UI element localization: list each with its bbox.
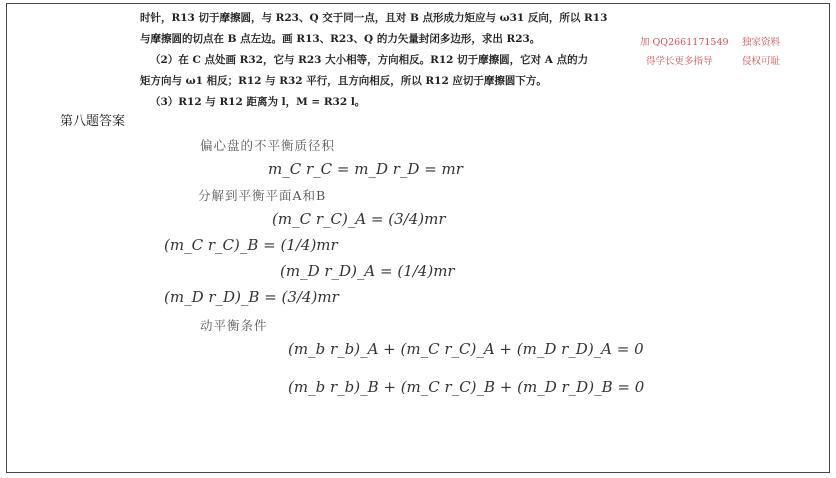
- solution-line: 矩方向与 ω1 相反；R12 与 R32 平行，且方向相反，所以 R12 应切于摩擦圆下方。: [140, 75, 547, 87]
- solution-line: （2）在 C 点处画 R32，它与 R23 大小相等，方向相反。R12 切于摩擦圆，它对 A 点的力: [150, 54, 589, 66]
- solution-line: （3）R12 与 R12 距离为 l，M = R32 l。: [150, 96, 366, 108]
- watermark-exclusive: 独家资料: [742, 37, 781, 48]
- equation-7: (m_b r_b)_B + (m_C r_C)_B + (m_D r_D)_B = 0: [288, 378, 645, 396]
- watermark-rights: 侵权可耻: [742, 56, 781, 67]
- equation-5: (m_D r_D)_B = (3/4)mr: [164, 288, 339, 306]
- label-decompose: 分解到平衡平面A和B: [198, 188, 327, 203]
- label-eccentric: 偏心盘的不平衡质径积: [200, 138, 336, 153]
- label-dynamic: 动平衡条件: [200, 318, 268, 333]
- equation-1: m_C r_C = m_D r_D = mr: [268, 160, 463, 178]
- solution-line: 与摩擦圆的切点在 B 点左边。画 R13、R23、Q 的力矢量封闭多边形，求出 R23。: [140, 33, 541, 45]
- watermark-qq: 加 QQ2661171549: [640, 37, 729, 48]
- solution-paragraph: [140, 8, 610, 113]
- equation-6: (m_b r_b)_A + (m_C r_C)_A + (m_D r_D)_A = 0: [288, 340, 644, 358]
- solution-line: 时针，R13 切于摩擦圆，与 R23、Q 交于同一点，且对 B 点形成力矩应与 ω31 反向，所以 R13: [140, 12, 608, 24]
- equation-3: (m_C r_C)_B = (1/4)mr: [164, 236, 338, 254]
- equation-4: (m_D r_D)_A = (1/4)mr: [280, 262, 455, 280]
- watermark-guide: 得学长更多指导: [646, 56, 713, 67]
- section-title: 第八题答案: [60, 114, 126, 129]
- equation-2: (m_C r_C)_A = (3/4)mr: [272, 210, 446, 228]
